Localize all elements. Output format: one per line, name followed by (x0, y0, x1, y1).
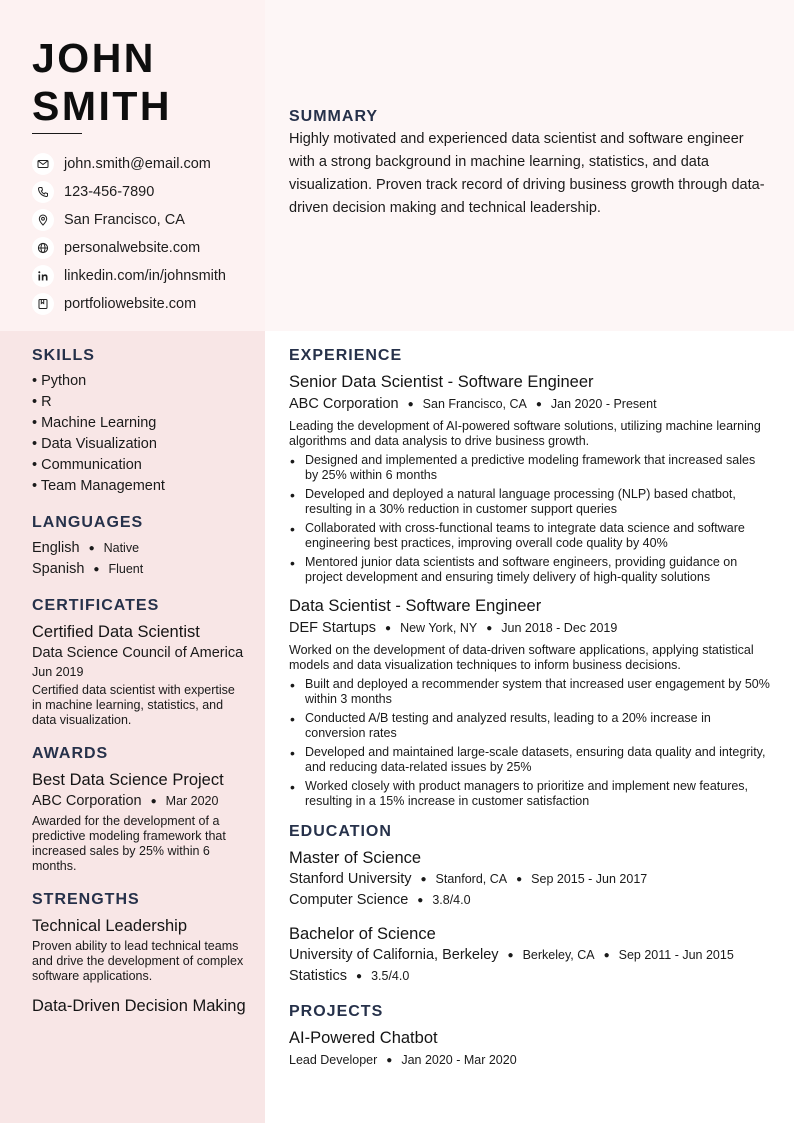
language-item (32, 559, 247, 580)
location-text: San Francisco, CA (64, 212, 185, 228)
job-bullet: • Developed and maintained large-scale datasets, ensuring data quality and integrity, and reducing data-related issues by 25% (289, 745, 771, 775)
job-bullets (289, 453, 771, 585)
awards-section (32, 745, 247, 874)
award-title: Best Data Science Project (32, 771, 224, 789)
language-name: Spanish (32, 561, 85, 577)
job-dates: Jun 2018 - Dec 2019 (501, 621, 618, 635)
languages-section (32, 514, 247, 580)
skill-item: • Python (32, 373, 87, 389)
globe-icon (32, 237, 54, 259)
email-text: john.smith@email.com (64, 156, 211, 172)
skill-item: • Machine Learning (32, 415, 157, 431)
separator-dot: ● (486, 623, 493, 634)
job-bullet: • Built and deployed a recommender system that increased user engagement by 50% within 3 months (289, 677, 771, 707)
skill-item: • Communication (32, 457, 142, 473)
award-meta (32, 793, 247, 810)
education-field-line (289, 890, 771, 911)
job-meta (289, 393, 771, 416)
job-title: Data Scientist - Software Engineer (289, 597, 542, 615)
job-dates: Jan 2020 - Present (550, 397, 657, 411)
project-role: Lead Developer (289, 1053, 378, 1067)
languages-heading: LANGUAGES (32, 514, 144, 531)
degree-title: Master of Science (289, 849, 422, 867)
separator-dot: ● (535, 399, 542, 410)
job-bullet: • Developed and deployed a natural language processing (NLP) based chatbot, resulting in a 30% reduction in customer support queries (289, 487, 771, 517)
location-pin-icon (32, 209, 54, 231)
contact-portfolio[interactable] (32, 290, 226, 318)
school-name: University of California, Berkeley (289, 947, 499, 963)
job-company: DEF Startups (289, 620, 377, 636)
separator-dot: ● (385, 623, 392, 634)
strengths-heading: STRENGTHS (32, 891, 140, 908)
portfolio-text: portfoliowebsite.com (64, 296, 197, 312)
sidebar-content (32, 347, 247, 1016)
separator-dot: ● (420, 874, 427, 885)
gpa: 3.5/4.0 (371, 969, 410, 983)
skill-item: • R (32, 394, 52, 410)
main-content (289, 347, 771, 1072)
contact-location (32, 206, 226, 234)
phone-icon (32, 181, 54, 203)
contact-linkedin[interactable] (32, 262, 226, 290)
job-description: Worked on the development of data-driven software applications, applying statistical models and data visualization techniques to inform business decisions. (289, 643, 754, 672)
job-bullets (289, 677, 771, 809)
separator-dot: ● (603, 950, 610, 961)
summary-text: Highly motivated and experienced data scientist and software engineer with a strong background in machine learning, statistics, and data visualization. Proven track record of driving business growth through data-driven decision making and technical leadership. (289, 131, 765, 216)
certificate-description: Certified data scientist with expertise in machine learning, statistics, and data visualization. (32, 683, 235, 727)
education-heading: EDUCATION (289, 823, 392, 840)
education-section (289, 823, 771, 987)
skills-section (32, 347, 247, 497)
education-school-line (289, 869, 771, 890)
skills-heading: SKILLS (32, 347, 95, 364)
contact-list (32, 150, 226, 318)
education-dates: Sep 2015 - Jun 2017 (531, 872, 648, 886)
separator-dot: ● (150, 796, 157, 807)
job-description: Leading the development of AI-powered software solutions, utilizing machine learning algorithms and data analysis to drive business growth. (289, 419, 761, 448)
project-dates: Jan 2020 - Mar 2020 (401, 1053, 517, 1067)
separator-dot: ● (386, 1055, 393, 1066)
separator-dot: ● (516, 874, 523, 885)
skill-item: • Data Visualization (32, 436, 157, 452)
certificates-section (32, 597, 247, 728)
degree-title: Bachelor of Science (289, 925, 436, 943)
summary-heading: SUMMARY (289, 108, 379, 125)
linkedin-icon (32, 265, 54, 287)
language-name: English (32, 540, 80, 556)
certificate-date: Jun 2019 (32, 665, 84, 679)
education-field-line (289, 966, 771, 987)
strength-title: Technical Leadership (32, 917, 188, 935)
candidate-name (32, 34, 172, 130)
projects-heading: PROJECTS (289, 1003, 384, 1020)
experience-section (289, 347, 771, 809)
job-bullet: • Designed and implemented a predictive modeling framework that increased sales by 25% within 6 months (289, 453, 771, 483)
job-entry (289, 595, 771, 809)
award-date: Mar 2020 (165, 794, 219, 808)
education-school-line (289, 945, 771, 966)
project-meta (289, 1049, 771, 1072)
school-name: Stanford University (289, 871, 412, 887)
job-title: Senior Data Scientist - Software Engineer (289, 373, 594, 391)
job-bullet: • Collaborated with cross-functional teams to integrate data science and software engineering best practices, improving overall code quality by 40% (289, 521, 771, 551)
job-entry (289, 371, 771, 585)
job-meta (289, 617, 771, 640)
certificate-title: Certified Data Scientist (32, 623, 200, 641)
job-company: ABC Corporation (289, 396, 399, 412)
contact-email[interactable] (32, 150, 226, 178)
gpa: 3.8/4.0 (432, 893, 471, 907)
separator-dot: ● (93, 564, 100, 575)
separator-dot: ● (407, 399, 414, 410)
award-description: Awarded for the development of a predictive modeling framework that increased sales by 25% within 6 months. (32, 814, 226, 873)
job-bullet: • Worked closely with product managers to prioritize and implement new features, resulting in a 15% increase in customer satisfaction (289, 779, 771, 809)
separator-dot: ● (507, 950, 514, 961)
education-entry (289, 847, 771, 911)
website-text: personalwebsite.com (64, 240, 201, 256)
language-item (32, 538, 247, 559)
name-divider (32, 133, 82, 134)
job-location: New York, NY (400, 621, 478, 635)
first-name: JOHN (32, 35, 156, 81)
project-title: AI-Powered Chatbot (289, 1029, 438, 1047)
contact-phone[interactable] (32, 178, 226, 206)
summary-section (289, 108, 769, 220)
job-bullet: • Conducted A/B testing and analyzed results, leading to a 20% increase in conversion rates (289, 711, 771, 741)
portfolio-icon (32, 293, 54, 315)
education-dates: Sep 2011 - Jun 2015 (618, 948, 734, 962)
last-name: SMITH (32, 83, 173, 129)
strength-description: Proven ability to lead technical teams and drive the development of complex software applications. (32, 939, 244, 983)
email-icon (32, 153, 54, 175)
skill-item: • Team Management (32, 478, 165, 494)
awards-heading: AWARDS (32, 745, 109, 762)
award-org: ABC Corporation (32, 793, 142, 809)
projects-section (289, 1003, 771, 1072)
school-location: Stanford, CA (435, 872, 508, 886)
separator-dot: ● (88, 543, 95, 554)
certificate-issuer: Data Science Council of America (32, 645, 244, 661)
job-bullet: • Mentored junior data scientists and software engineers, providing guidance on project development and ensuring timely delivery of high-quality solutions (289, 555, 771, 585)
school-location: Berkeley, CA (522, 948, 595, 962)
field-of-study: Statistics (289, 968, 348, 984)
strength-title: Data-Driven Decision Making (32, 997, 246, 1015)
linkedin-text: linkedin.com/in/johnsmith (64, 268, 226, 284)
certificates-heading: CERTIFICATES (32, 597, 160, 614)
phone-text: 123-456-7890 (64, 184, 155, 200)
language-level: Native (103, 541, 140, 555)
education-entry (289, 923, 771, 987)
field-of-study: Computer Science (289, 892, 409, 908)
contact-website[interactable] (32, 234, 226, 262)
job-location: San Francisco, CA (422, 397, 527, 411)
separator-dot: ● (417, 895, 424, 906)
language-level: Fluent (108, 562, 144, 576)
experience-heading: EXPERIENCE (289, 347, 403, 364)
strengths-section (32, 891, 247, 1016)
separator-dot: ● (356, 971, 363, 982)
